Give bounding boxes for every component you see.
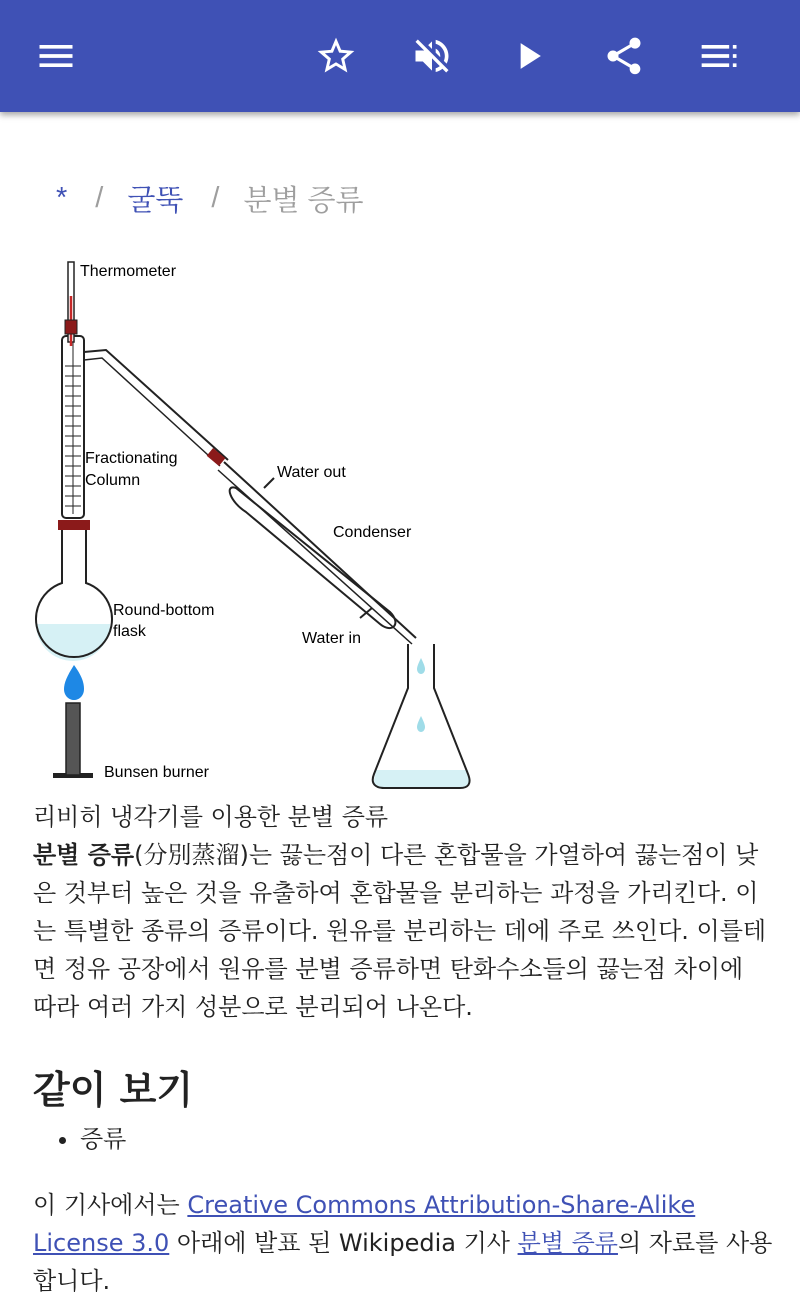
figure-caption: 리비히 냉각기를 이용한 분별 증류: [33, 803, 389, 831]
label-thermometer: Thermometer: [80, 263, 177, 280]
source-article-link[interactable]: 분별 증류: [517, 1229, 618, 1257]
license-suffix: 의 자료를 사용합니다.: [33, 1229, 773, 1295]
droplet-icon: [417, 658, 425, 674]
flask-liquid: [36, 624, 110, 661]
thermometer: [65, 262, 77, 346]
label-condenser: Condenser: [333, 524, 412, 541]
receiving-flask: [373, 644, 470, 788]
menu-button[interactable]: [24, 24, 88, 88]
article-paragraph: [33, 836, 773, 1026]
fractionating-column: [62, 336, 84, 518]
see-also-list: [33, 1120, 773, 1158]
breadcrumb-current: 분별 증류: [243, 184, 364, 217]
round-bottom-flask: [36, 520, 112, 661]
breadcrumb-root-link[interactable]: *: [56, 181, 68, 214]
play-icon: [506, 34, 550, 78]
side-arm: [84, 350, 228, 466]
article-term: 분별 증류: [33, 841, 135, 869]
burner-tube: [66, 703, 80, 775]
distillation-diagram: [20, 252, 500, 796]
breadcrumb-separator: /: [211, 181, 220, 214]
water-out-nozzle: [264, 478, 274, 488]
article-content: [33, 798, 773, 1300]
burner-group: [53, 665, 93, 778]
label-column-line1: Fractionating: [85, 450, 178, 467]
label-water-in: Water in: [302, 630, 361, 647]
contents-button[interactable]: [688, 24, 752, 88]
droplet-icon: [417, 716, 425, 732]
thermometer-stopper: [65, 320, 77, 334]
app-toolbar: [0, 0, 800, 112]
playlist-icon: [698, 34, 742, 78]
volume-off-icon: [410, 34, 454, 78]
side-arm-stopper: [207, 448, 226, 466]
article-body: (分別蒸溜)는 끓는점이 다른 혼합물을 가열하여 끓는점이 낮은 것부터 높은 것을 유출하여 혼합물을 분리하는 과정을 가리킨다. 이는 특별한 종류의 증류이다. 원유를 분리하는 데에 주로 쓰인다. 이를테면 정유 공장에서 원유를 분별 증류하면 탄화수소들의 끓는점 차이에 따라 여러 가지 성분으로 분리되어 나온다.: [33, 841, 767, 1021]
breadcrumb-separator: /: [95, 181, 104, 214]
mute-button[interactable]: [400, 24, 464, 88]
label-flask-line2: flask: [113, 623, 146, 640]
side-arm-outline: [84, 350, 228, 460]
condenser-tube: [224, 462, 416, 638]
see-also-item[interactable]: • 증류: [80, 1120, 773, 1158]
share-button[interactable]: [592, 24, 656, 88]
share-icon: [602, 34, 646, 78]
distillation-figure: [20, 252, 500, 796]
breadcrumb-parent-link[interactable]: 굴뚝: [127, 184, 184, 217]
label-column-line2: Column: [85, 472, 141, 489]
star-icon: [314, 34, 358, 78]
license-notice: [33, 1186, 773, 1300]
flask-stopper: [58, 520, 90, 530]
favorite-button[interactable]: [304, 24, 368, 88]
license-middle: 아래에 발표 된 Wikipedia 기사: [169, 1229, 518, 1257]
condenser: [218, 462, 416, 644]
license-link[interactable]: Creative Commons Attribution-Share-Alike License 3.0: [33, 1191, 696, 1257]
receiver-liquid: [374, 770, 470, 788]
breadcrumb: [56, 176, 364, 220]
label-flask-line1: Round-bottom: [113, 602, 215, 619]
label-burner: Bunsen burner: [104, 764, 209, 781]
label-water-out: Water out: [277, 464, 346, 481]
play-button[interactable]: [496, 24, 560, 88]
menu-icon: [34, 34, 78, 78]
see-also-heading: 같이 보기: [33, 1068, 194, 1112]
flame-icon: [64, 665, 84, 700]
condenser-tube: [218, 470, 412, 644]
license-prefix: 이 기사에서는: [33, 1191, 188, 1219]
